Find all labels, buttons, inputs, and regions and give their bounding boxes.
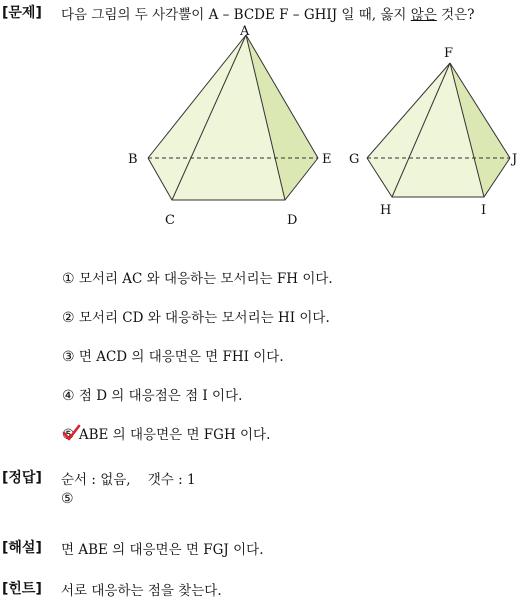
label-j: J: [512, 152, 518, 167]
explanation-tag: [해설]: [2, 540, 42, 556]
choice-4: [62, 384, 242, 404]
question-text-underlined: 않은: [410, 7, 437, 23]
right-pyramid: [349, 46, 517, 218]
question-text-before: 다음 그림의 두 사각뿔이 A – BCDE F – GHIJ 일 때, 옳지: [61, 7, 411, 23]
explanation-text: 면 ABE 의 대응면은 면 FGJ 이다.: [61, 542, 264, 558]
label-b: B: [128, 152, 138, 167]
choice-text: 점 D 의 대응점은 점 I 이다.: [78, 388, 243, 404]
question-text-after: 것은?: [436, 7, 475, 23]
label-h: H: [380, 203, 392, 218]
hint-text: 서로 대응하는 점을 찾는다.: [61, 583, 222, 599]
label-f: F: [444, 46, 454, 61]
choice-text: 모서리 CD 와 대응하는 모서리는 HI 이다.: [78, 310, 330, 326]
left-pyramid: [128, 24, 332, 228]
choice-mark: ①: [62, 271, 75, 287]
choice-mark: ⑤: [62, 427, 75, 443]
pyramid-figure: [0, 0, 531, 240]
choice-mark: ③: [62, 349, 75, 365]
choice-mark-correct: [62, 427, 75, 443]
choice-1: [62, 267, 333, 287]
label-g: G: [349, 152, 360, 167]
label-a: A: [240, 24, 250, 39]
choice-3: [62, 345, 284, 365]
check-icon: [61, 424, 81, 442]
question-tag: [문제]: [2, 5, 42, 21]
label-i: I: [481, 203, 487, 218]
answer-tag: [정답]: [2, 470, 42, 486]
label-d: D: [287, 213, 298, 228]
choice-text: 모서리 AC 와 대응하는 모서리는 FH 이다.: [78, 271, 333, 287]
choice-text: 면 ACD 의 대응면은 면 FHI 이다.: [78, 349, 284, 365]
choice-mark: ②: [62, 310, 75, 326]
answer-line-1: 순서 : 없음, 갯수 : 1: [61, 472, 196, 488]
answer-line-2: ⑤: [61, 491, 74, 507]
label-c: C: [165, 213, 175, 228]
choice-text: ABE 의 대응면은 면 FGH 이다.: [78, 427, 271, 443]
choice-5: [62, 423, 270, 443]
label-e: E: [322, 152, 332, 167]
choice-mark: ④: [62, 388, 75, 404]
choice-2: [62, 306, 330, 326]
hint-tag: [힌트]: [2, 581, 42, 597]
